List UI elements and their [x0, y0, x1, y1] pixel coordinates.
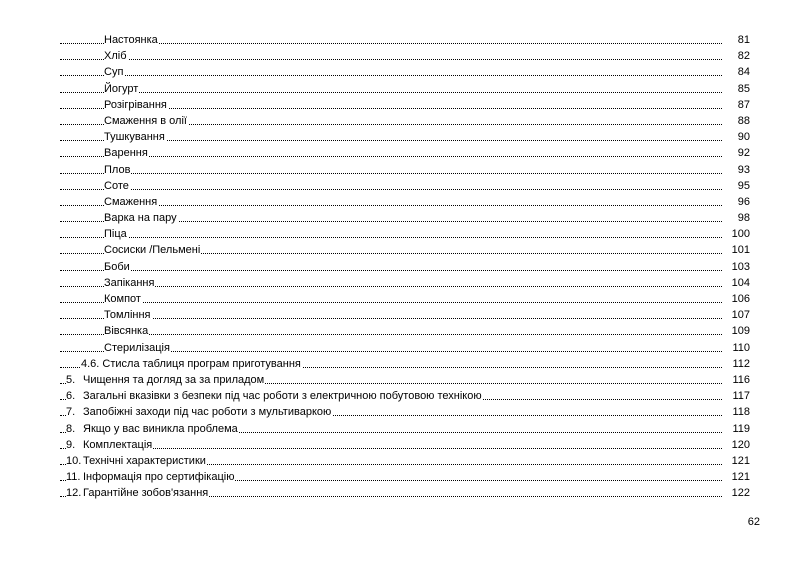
- toc-entry-title: Варка на пару: [104, 210, 178, 226]
- toc-entry[interactable]: [0, 356, 800, 372]
- toc-entry-title: Піца: [104, 226, 128, 242]
- toc-entry[interactable]: [0, 162, 800, 178]
- toc-entry-page: 116: [732, 372, 750, 388]
- toc-entry[interactable]: [0, 178, 800, 194]
- dot-leader: [60, 302, 722, 303]
- toc-entry-title: Розігрівання: [104, 97, 168, 113]
- toc-entry[interactable]: [0, 437, 800, 453]
- toc-entry-title: 4.6. Стисла таблиця програм приготування: [81, 356, 302, 372]
- toc-entry[interactable]: [0, 340, 800, 356]
- dot-leader: [60, 318, 722, 319]
- toc-entry-page: 120: [732, 437, 750, 453]
- toc-entry-title: Тушкування: [104, 129, 166, 145]
- toc-entry[interactable]: [0, 323, 800, 339]
- toc-entry[interactable]: [0, 372, 800, 388]
- toc-entry[interactable]: [0, 145, 800, 161]
- toc-entry-title: Суп: [104, 64, 124, 80]
- toc-entry-title: Смаження в олії: [104, 113, 188, 129]
- toc-entry-number: 8.: [66, 422, 76, 435]
- toc-entry-title: Стерилізація: [104, 340, 171, 356]
- toc-entry-text: Гарантійне зобов'язання: [83, 487, 209, 500]
- toc-entry[interactable]: [0, 291, 800, 307]
- toc-entry[interactable]: [0, 388, 800, 404]
- toc-entry[interactable]: [0, 421, 800, 437]
- toc-entry-text: Комплектація: [83, 438, 153, 451]
- toc-entry-number: 11.: [66, 471, 81, 484]
- toc-entry-number: 10.: [66, 454, 82, 467]
- toc-entry-page: 103: [732, 259, 750, 275]
- toc-entry-text: Загальні вказівки з безпеки під час роботи з електричною побутовою технікою: [83, 390, 482, 403]
- dot-leader: [60, 92, 722, 93]
- toc-entry-number: 7.: [66, 406, 76, 419]
- toc-entry[interactable]: [0, 129, 800, 145]
- toc-entry-title: Соте: [104, 178, 130, 194]
- toc-entry-text: Інформація про сертифікацію: [83, 471, 235, 484]
- toc-entry-page: 118: [732, 404, 750, 420]
- toc-entry[interactable]: [0, 242, 800, 258]
- toc-entry[interactable]: [0, 469, 800, 485]
- toc-entry[interactable]: [0, 275, 800, 291]
- toc-entry[interactable]: [0, 194, 800, 210]
- toc-entry-title: Сосиски /Пельмені: [104, 242, 201, 258]
- toc-entry[interactable]: [0, 226, 800, 242]
- toc-entry-number: 9.: [66, 438, 76, 451]
- table-of-contents: [0, 32, 800, 501]
- toc-entry-page: 107: [732, 307, 750, 323]
- toc-entry-page: 106: [732, 291, 750, 307]
- toc-entry[interactable]: [0, 453, 800, 469]
- toc-entry-page: 87: [738, 97, 750, 113]
- toc-entry-page: 85: [738, 81, 750, 97]
- dot-leader: [60, 75, 722, 76]
- toc-entry-page: 117: [732, 388, 750, 404]
- toc-entry-title: [66, 404, 332, 420]
- toc-entry-text: Технічні характеристики: [83, 454, 206, 467]
- dot-leader: [60, 156, 722, 157]
- dot-leader: [60, 205, 722, 206]
- toc-entry-page: 90: [738, 129, 750, 145]
- toc-entry-title: Смаження: [104, 194, 158, 210]
- toc-entry[interactable]: [0, 485, 800, 501]
- toc-entry-text: Чищення та догляд за за приладом: [83, 373, 265, 386]
- toc-entry[interactable]: [0, 64, 800, 80]
- toc-entry-text: Якщо у вас виникла проблема: [83, 422, 238, 435]
- toc-entry[interactable]: [0, 48, 800, 64]
- toc-entry[interactable]: [0, 32, 800, 48]
- toc-entry-page: 95: [738, 178, 750, 194]
- toc-entry-page: 93: [738, 162, 750, 178]
- toc-entry-title: Варення: [104, 145, 149, 161]
- toc-entry-page: 81: [738, 32, 750, 48]
- dot-leader: [60, 448, 722, 449]
- toc-entry-title: [66, 453, 207, 469]
- dot-leader: [60, 59, 722, 60]
- toc-entry[interactable]: [0, 404, 800, 420]
- toc-entry[interactable]: [0, 81, 800, 97]
- toc-entry-title: Вівсянка: [104, 323, 149, 339]
- toc-entry[interactable]: [0, 210, 800, 226]
- toc-entry-page: 112: [732, 356, 750, 372]
- toc-entry[interactable]: [0, 97, 800, 113]
- toc-entry-page: 104: [732, 275, 750, 291]
- dot-leader: [60, 43, 722, 44]
- toc-entry[interactable]: [0, 307, 800, 323]
- toc-entry-title: [66, 437, 153, 453]
- toc-entry-page: 88: [738, 113, 750, 129]
- toc-entry-page: 122: [732, 485, 750, 501]
- toc-entry-text: Запобіжні заходи під час роботи з мультиваркою: [83, 406, 332, 419]
- toc-entry-page: 98: [738, 210, 750, 226]
- toc-entry-title: Плов: [104, 162, 131, 178]
- toc-entry-page: 92: [738, 145, 750, 161]
- toc-entry-page: 84: [738, 64, 750, 80]
- toc-entry-page: 109: [732, 323, 750, 339]
- toc-entry-page: 101: [732, 242, 750, 258]
- toc-entry-page: 96: [738, 194, 750, 210]
- dot-leader: [60, 286, 722, 287]
- dot-leader: [60, 237, 722, 238]
- toc-entry-number: 6.: [66, 390, 76, 403]
- dot-leader: [60, 270, 722, 271]
- toc-entry[interactable]: [0, 259, 800, 275]
- toc-entry-title: [66, 485, 209, 501]
- toc-entry-title: [66, 469, 235, 485]
- toc-entry-title: Настоянка: [104, 32, 159, 48]
- toc-entry-page: 110: [732, 340, 750, 356]
- toc-entry-page: 100: [732, 226, 750, 242]
- toc-entry-title: [66, 388, 483, 404]
- toc-entry-page: 82: [738, 48, 750, 64]
- dot-leader: [60, 173, 722, 174]
- toc-entry-title: Йогурт: [104, 81, 139, 97]
- toc-entry-title: Хліб: [104, 48, 128, 64]
- toc-entry-title: [66, 421, 239, 437]
- toc-entry-page: 121: [732, 469, 750, 485]
- toc-entry-title: [66, 372, 265, 388]
- toc-entry-page: 119: [732, 421, 750, 437]
- toc-entry[interactable]: [0, 113, 800, 129]
- dot-leader: [60, 334, 722, 335]
- toc-entry-title: Боби: [104, 259, 131, 275]
- toc-entry-number: 5.: [66, 373, 76, 386]
- dot-leader: [60, 189, 722, 190]
- toc-entry-number: 12.: [66, 487, 82, 500]
- toc-entry-title: Компот: [104, 291, 142, 307]
- toc-entry-page: 121: [732, 453, 750, 469]
- page-number: 62: [747, 516, 760, 528]
- toc-entry-title: Томління: [104, 307, 152, 323]
- toc-entry-title: Запікання: [104, 275, 155, 291]
